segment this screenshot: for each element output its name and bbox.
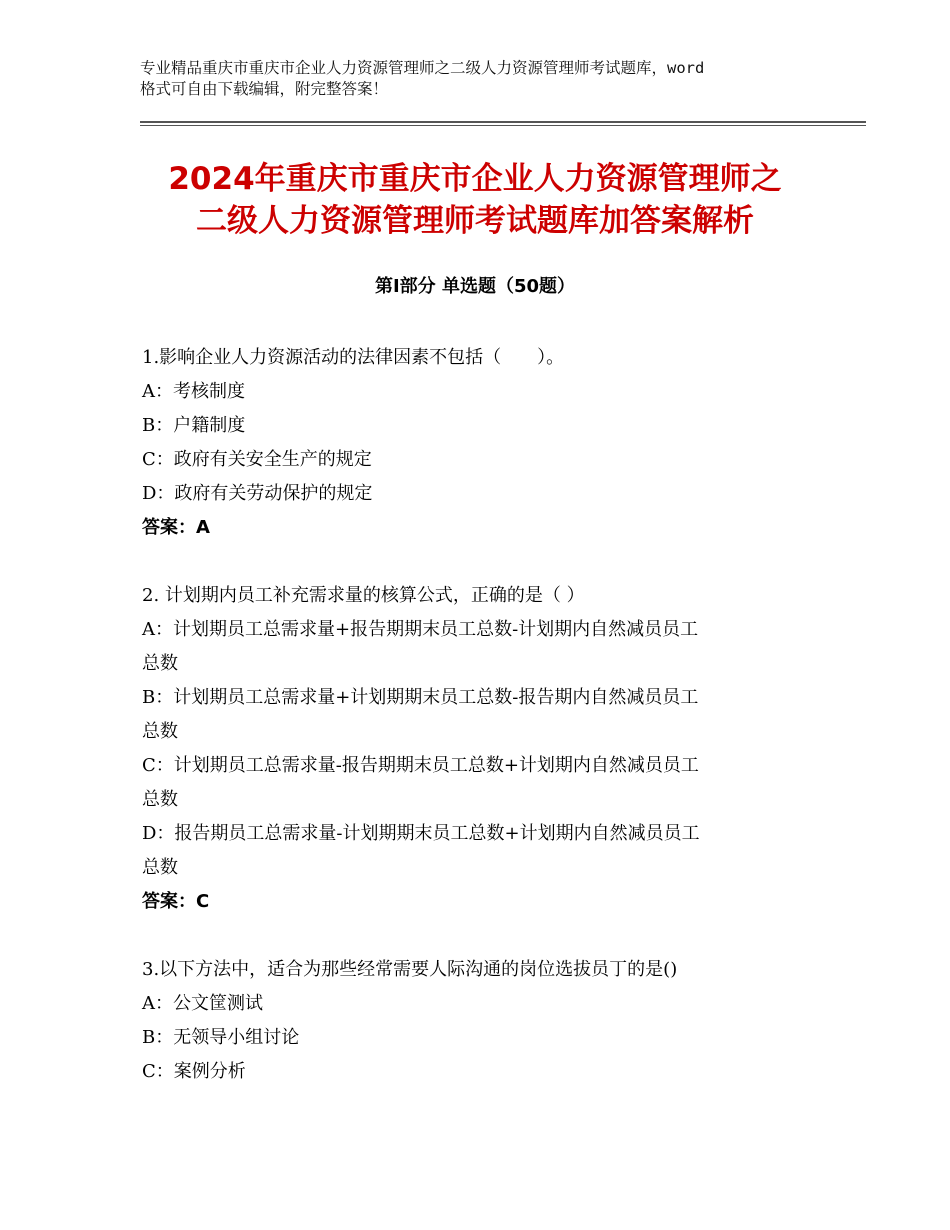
section-heading: 第Ⅰ部分 单选题（50题）	[374, 276, 575, 297]
question-stem: 3.以下方法中，适合为那些经常需要人际沟通的岗位选拔员丁的是()	[142, 959, 678, 980]
option-a: A：公文筐测试	[142, 993, 263, 1014]
option-b: B：无领导小组讨论	[142, 1027, 300, 1048]
header-note-line-1: 专业精品重庆市重庆市企业人力资源管理师之二级人力资源管理师考试题库，word	[140, 59, 705, 77]
header-divider-thick	[140, 121, 866, 123]
question-stem: 2. 计划期内员工补充需求量的核算公式，正确的是（ ）	[142, 585, 585, 606]
option-a: A：计划期员工总需求量+报告期期末员工总数-计划期内自然减员员工	[142, 619, 699, 640]
spacer	[142, 919, 822, 953]
document-title	[100, 158, 850, 242]
question-list	[142, 341, 822, 1089]
title-line-2: 二级人力资源管理师考试题库加答案解析	[196, 203, 754, 239]
option-d-continued: 总数	[142, 857, 178, 878]
option-c-continued: 总数	[142, 789, 178, 810]
question-2	[142, 579, 822, 919]
header-note	[140, 58, 830, 100]
option-d: D：政府有关劳动保护的规定	[142, 483, 373, 504]
question-3	[142, 953, 822, 1089]
option-b: B：计划期员工总需求量+计划期期末员工总数-报告期内自然减员员工	[142, 687, 699, 708]
option-a: A：考核制度	[142, 381, 245, 402]
answer-label: 答案：C	[142, 891, 210, 912]
option-b-continued: 总数	[142, 721, 178, 742]
option-a-continued: 总数	[142, 653, 178, 674]
header-note-line-2: 格式可自由下载编辑，附完整答案！	[140, 80, 389, 98]
option-c: C：政府有关安全生产的规定	[142, 449, 372, 470]
option-c: C：计划期员工总需求量-报告期期末员工总数+计划期内自然减员员工	[142, 755, 699, 776]
answer-label: 答案：A	[142, 517, 210, 538]
option-b: B：户籍制度	[142, 415, 246, 436]
question-stem: 1.影响企业人力资源活动的法律因素不包括（ ）。	[142, 347, 565, 368]
option-c: C：案例分析	[142, 1061, 246, 1082]
header-divider-thin	[140, 125, 866, 126]
question-1	[142, 341, 822, 545]
option-d: D：报告期员工总需求量-计划期期末员工总数+计划期内自然减员员工	[142, 823, 700, 844]
title-line-1: 2024年重庆市重庆市企业人力资源管理师之	[168, 161, 782, 197]
spacer	[142, 545, 822, 579]
